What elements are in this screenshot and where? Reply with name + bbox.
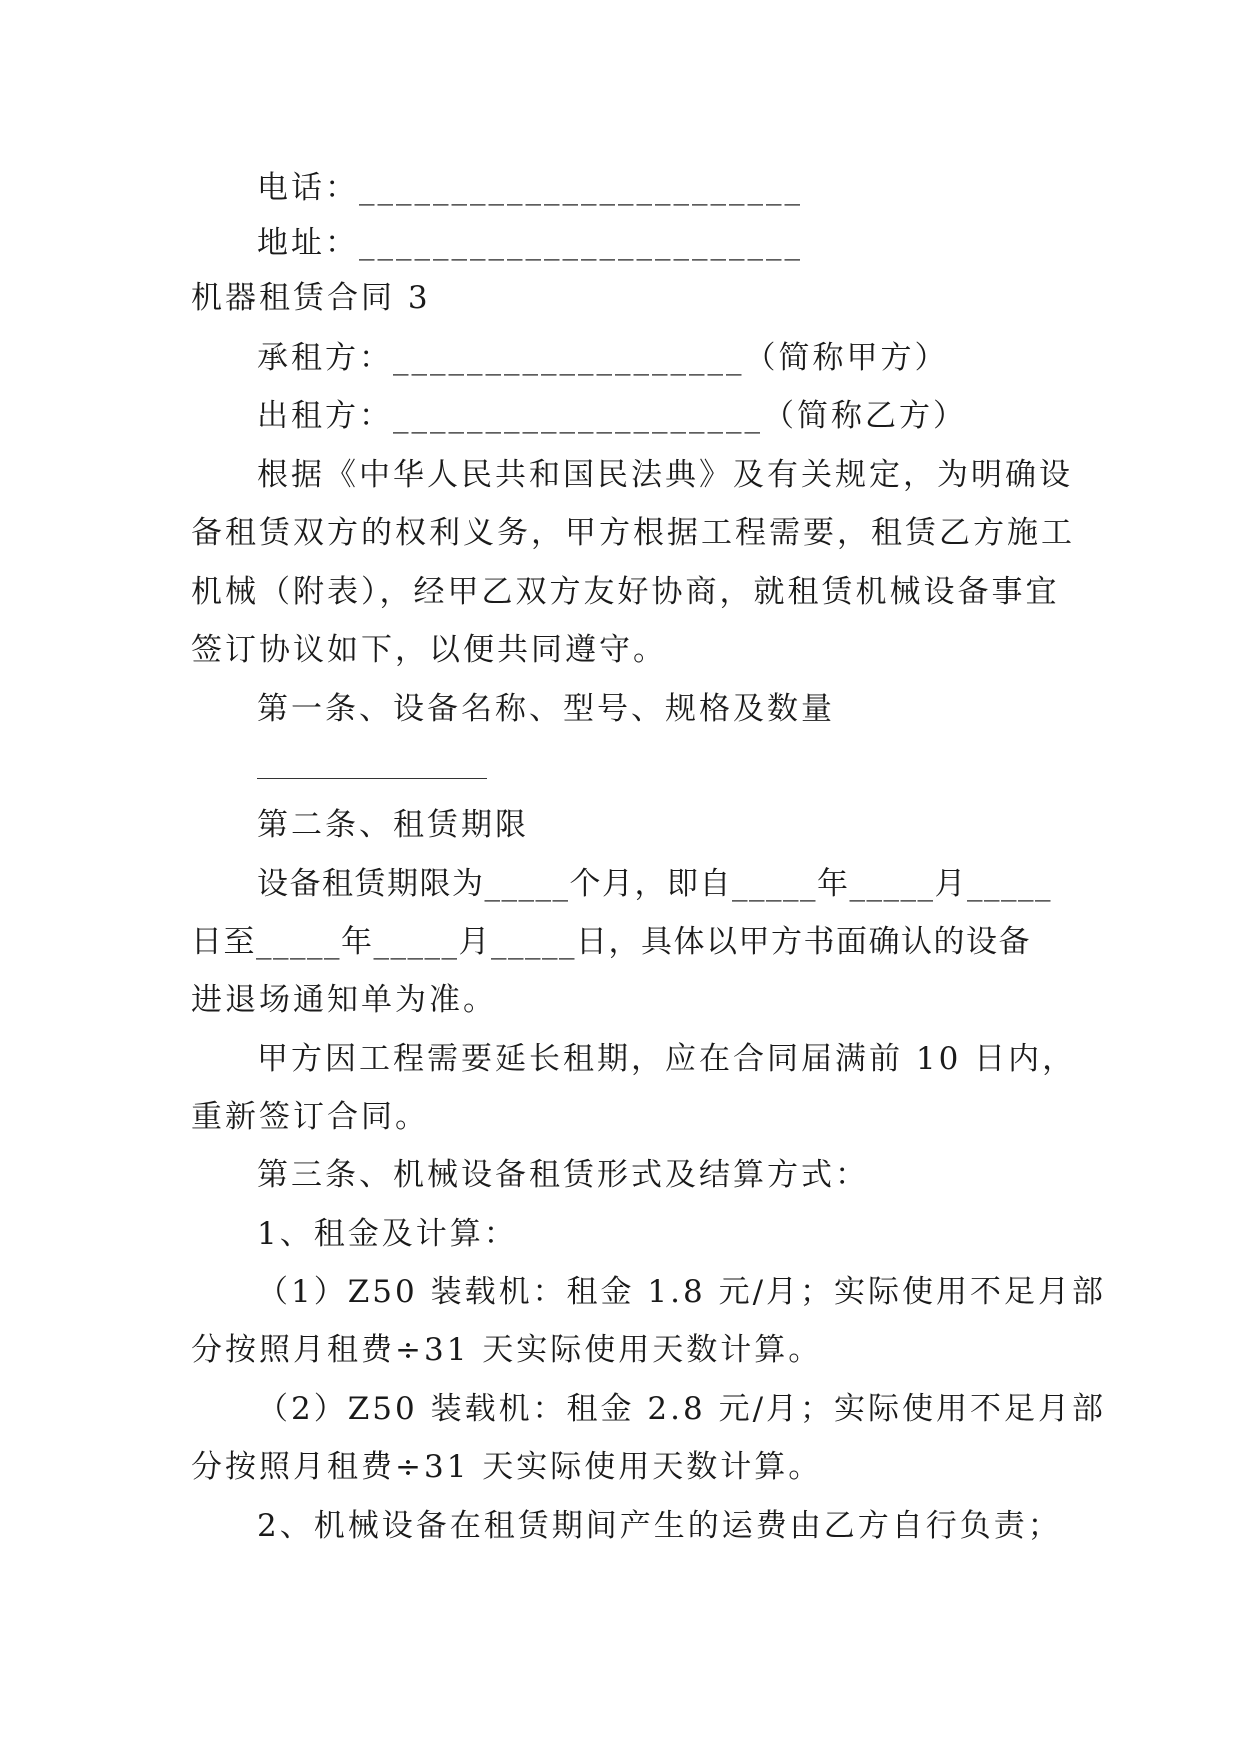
lessor-line: 出租方：____________________（简称乙方） — [257, 398, 967, 434]
lease-term-line-2: 日至_____年_____月_____日，具体以甲方书面确认的设备 — [191, 924, 1031, 960]
extension-line-1: 甲方因工程需要延长租期，应在合同届满前 10 日内， — [257, 1041, 1077, 1077]
freight-line: 2、机械设备在租赁期间产生的运费由乙方自行负责； — [257, 1508, 1062, 1544]
phone-line: 电话：________________________ — [257, 170, 803, 206]
article-1-blank-rule — [257, 778, 487, 779]
address-line: 地址：________________________ — [257, 225, 803, 261]
lessee-line: 承租方：___________________（简称甲方） — [257, 340, 949, 376]
preamble-line-3: 机械（附表），经甲乙双方友好协商，就租赁机械设备事宜 — [191, 574, 1060, 610]
rent-item-1-line-1: （1）Z50 装载机：租金 1.8 元/月；实际使用不足月部 — [257, 1274, 1107, 1310]
rent-item-2-line-1: （2）Z50 装载机：租金 2.8 元/月；实际使用不足月部 — [257, 1391, 1107, 1427]
lease-term-line-3: 进退场通知单为准。 — [191, 982, 497, 1018]
preamble-line-4: 签订协议如下，以便共同遵守。 — [191, 632, 667, 668]
article-3-heading: 第三条、机械设备租赁形式及结算方式： — [257, 1157, 869, 1193]
preamble-line-1: 根据《中华人民共和国民法典》及有关规定，为明确设 — [257, 457, 1073, 493]
lease-term-line-1: 设备租赁期限为_____个月，即自_____年_____月_____ — [257, 866, 1052, 902]
rent-heading: 1、租金及计算： — [257, 1216, 518, 1252]
preamble-line-2: 备租赁双方的权利义务，甲方根据工程需要，租赁乙方施工 — [191, 515, 1075, 551]
contract-title: 机器租赁合同 3 — [191, 280, 431, 316]
rent-item-2-line-2: 分按照月租费÷31 天实际使用天数计算。 — [191, 1449, 823, 1485]
extension-line-2: 重新签订合同。 — [191, 1099, 429, 1135]
article-2-heading: 第二条、租赁期限 — [257, 807, 529, 843]
article-1-heading: 第一条、设备名称、型号、规格及数量 — [257, 691, 835, 727]
rent-item-1-line-2: 分按照月租费÷31 天实际使用天数计算。 — [191, 1332, 823, 1368]
